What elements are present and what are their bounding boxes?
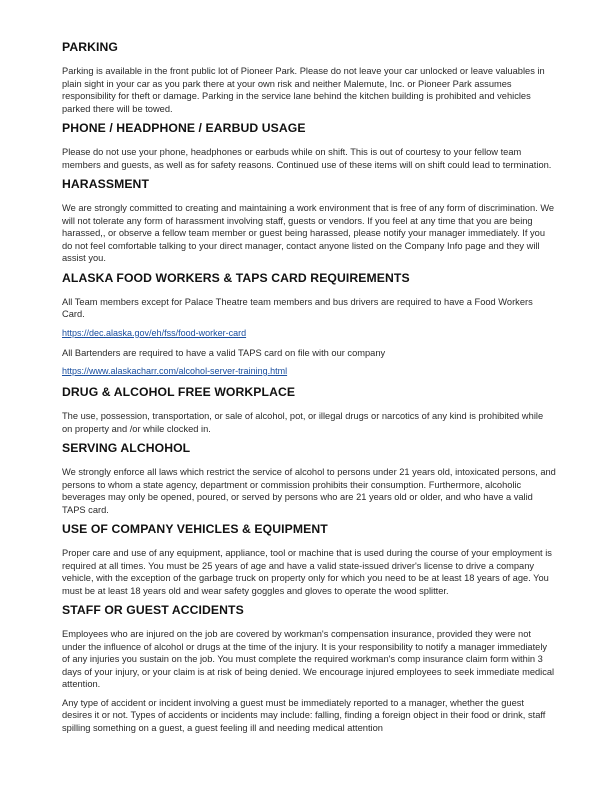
section-heading: STAFF OR GUEST ACCIDENTS (62, 603, 244, 617)
section-paragraph: Proper care and use of any equipment, appliance, tool or machine that is used during the course of your employment is required at all times. You must be 25 years of age and have a valid state-issued driver's license to drive a company vehicle, with the exception of the garbage truck on property only for which you need to be at least 18 years of age. You must be at least 18 years old and wear safety goggles and gloves to operate the wood splitter. (62, 548, 552, 596)
food-worker-card-link[interactable]: https://dec.alaska.gov/eh/fss/food-worker-card (62, 327, 247, 338)
section-paragraph: Any type of accident or incident involving a guest must be immediately reported to a manager, whether the guest desires it or not. Types of accidents or incidents may include: falling, finding a foreign object in their food or drink, staff spilling something on a guest, a guest feeling ill and needing medical attention (62, 697, 546, 733)
section-heading: SERVING ALCHOHOL (62, 441, 191, 455)
alcohol-server-training-link[interactable]: https://www.alaskacharr.com/alcohol-server-training.html (62, 366, 288, 376)
section-heading: HARASSMENT (62, 177, 149, 191)
section-phone-usage (62, 121, 556, 171)
section-parking (62, 40, 556, 115)
section-paragraph: All Team members except for Palace Theatre team members and bus drivers are required to have a Food Workers Card. (62, 296, 533, 319)
section-paragraph: Parking is available in the front public lot of Pioneer Park. Please do not leave your car unlocked or leave valuables in plain sight in your car as you park there at your own risk and neither Malemute, Inc. or Pioneer Park assumes responsibility for theft or damage. Parking in the service lane behind the kitchen building is prohibited and vehicles parked there will be towed. (62, 66, 545, 114)
section-harassment (62, 177, 556, 265)
section-accidents (62, 603, 556, 734)
section-paragraph: We are strongly committed to creating and maintaining a work environment that is free of any form of discrimination. We will not tolerate any form of harassment involving staff, guests or vendors. If you feel at any time that you are being harassed,, or observe a fellow team member or guest being harassed, please notify your manager immediately. If you do not feel comfortable talking to your direct manager, contact anyone listed on the Company Info page and they will assist you. (62, 203, 555, 263)
section-serving-alcohol (62, 441, 556, 516)
section-paragraph: The use, possession, transportation, or sale of alcohol, pot, or illegal drugs or narcotics of any kind is prohibited while on property and /or while clocked in. (62, 411, 544, 434)
section-paragraph: We strongly enforce all laws which restrict the service of alcohol to persons under 21 years old, intoxicated persons, and persons to whom a state agency, department or commission prohibits their consumption. Furthermore, alcoholic beverages may only be opened, poured, or served by persons who are 21 years old or older, and who have a valid TAPS card. (62, 467, 556, 515)
section-heading: ALASKA FOOD WORKERS & TAPS CARD REQUIREMENTS (62, 270, 410, 285)
section-heading: DRUG & ALCOHOL FREE WORKPLACE (62, 385, 296, 399)
section-company-vehicles (62, 522, 556, 597)
section-paragraph: Please do not use your phone, headphones or earbuds while on shift. This is out of courtesy to your fellow team members and guests, as well as for safety reasons. Continued use of these items will on shift could lead to termination. (62, 147, 552, 170)
section-food-workers-taps (62, 271, 556, 378)
section-drug-alcohol-free (62, 385, 556, 435)
section-paragraph: All Bartenders are required to have a valid TAPS card on file with our company (62, 347, 386, 358)
section-heading: USE OF COMPANY VEHICLES & EQUIPMENT (62, 522, 328, 536)
document-page (62, 40, 556, 740)
section-heading: PARKING (62, 40, 118, 54)
section-paragraph: Employees who are injured on the job are covered by workman's compensation insurance, provided they were not under the influence of alcohol or drugs at the time of the injury. It is your responsibility to notify a manager immediately of any injuries you sustain on the job. You must complete the required workman's comp insurance claim form within 3 days of your injury, or your claim is at risk of being denied. We encourage injured employees to seek immediate medical attention. (62, 629, 555, 689)
section-heading: PHONE / HEADPHONE / EARBUD USAGE (62, 121, 306, 135)
